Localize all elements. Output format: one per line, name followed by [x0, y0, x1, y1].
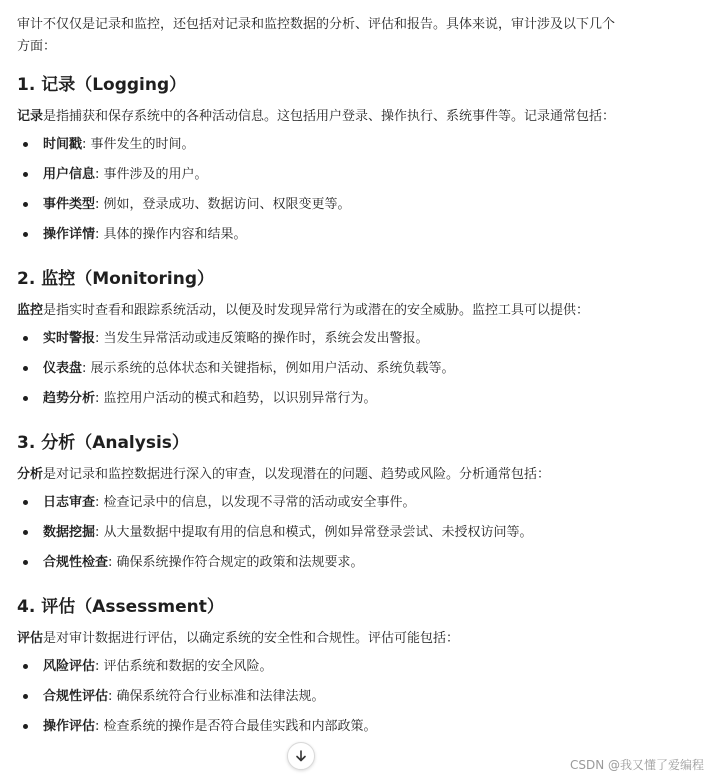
item-desc: : 具体的操作内容和结果。: [95, 227, 247, 242]
list-item: [17, 656, 617, 686]
section-intro: [17, 106, 617, 128]
arrow-down-icon: [294, 749, 308, 763]
scroll-down-button[interactable]: [287, 742, 315, 770]
bullet-icon: [23, 336, 28, 341]
section-intro-text: 是指实时查看和跟踪系统活动，以便及时发现异常行为或潜在的安全威胁。监控工具可以提供：: [43, 303, 590, 318]
bullet-icon: [23, 560, 28, 565]
item-term: 事件类型: [43, 197, 96, 212]
section-intro-text: 是指捕获和保存系统中的各种活动信息。这包括用户登录、操作执行、系统事件等。记录通常包括：: [43, 109, 616, 124]
section-intro-term: 记录: [17, 109, 44, 124]
section-intro: [17, 300, 617, 322]
list-item: [17, 522, 617, 552]
section-heading: 4. 评估（Assessment）: [17, 597, 224, 617]
article-body: [17, 14, 617, 758]
bullet-list: [17, 134, 617, 254]
item-term: 实时警报: [43, 331, 96, 346]
item-desc: : 当发生异常活动或违反策略的操作时，系统会发出警报。: [95, 331, 429, 346]
bullet-icon: [23, 366, 28, 371]
list-item: [17, 388, 617, 418]
list-item: [17, 492, 617, 522]
item-term: 合规性检查: [43, 555, 109, 570]
section-heading: 1. 记录（Logging）: [17, 75, 187, 95]
list-item: [17, 716, 617, 746]
item-term: 仪表盘: [43, 361, 83, 376]
section-logging: [17, 72, 617, 254]
bullet-icon: [23, 172, 28, 177]
item-desc: : 检查系统的操作是否符合最佳实践和内部政策。: [95, 719, 377, 734]
section-intro-text: 是对审计数据进行评估，以确定系统的安全性和合规性。评估可能包括：: [43, 631, 460, 646]
section-heading: 3. 分析（Analysis）: [17, 433, 189, 453]
item-desc: : 例如，登录成功、数据访问、权限变更等。: [95, 197, 351, 212]
item-desc: : 检查记录中的信息，以发现不寻常的活动或安全事件。: [95, 495, 416, 510]
bullet-icon: [23, 500, 28, 505]
section-intro-term: 评估: [17, 631, 44, 646]
bullet-icon: [23, 530, 28, 535]
item-term: 日志审查: [43, 495, 96, 510]
section-intro-text: 是对记录和监控数据进行深入的审查，以发现潜在的问题、趋势或风险。分析通常包括：: [43, 467, 551, 482]
item-desc: : 评估系统和数据的安全风险。: [95, 659, 273, 674]
item-desc: : 展示系统的总体状态和关键指标，例如用户活动、系统负载等。: [82, 361, 455, 376]
list-item: [17, 164, 617, 194]
item-desc: : 事件发生的时间。: [82, 137, 195, 152]
section-heading: 2. 监控（Monitoring）: [17, 269, 215, 289]
item-term: 趋势分析: [43, 391, 96, 406]
bullet-list: [17, 328, 617, 418]
bullet-icon: [23, 694, 28, 699]
section-intro: [17, 628, 617, 650]
bullet-icon: [23, 202, 28, 207]
item-term: 数据挖掘: [43, 525, 96, 540]
bullet-list: [17, 492, 617, 582]
item-term: 操作详情: [43, 227, 96, 242]
item-term: 时间戳: [43, 137, 83, 152]
intro-paragraph: 审计不仅仅是记录和监控，还包括对记录和监控数据的分析、评估和报告。具体来说，审计涉及以下几个方面：: [17, 17, 616, 54]
item-term: 合规性评估: [43, 689, 109, 704]
section-intro-term: 监控: [17, 303, 44, 318]
list-item: [17, 358, 617, 388]
list-item: [17, 552, 617, 582]
list-item: [17, 328, 617, 358]
item-term: 风险评估: [43, 659, 96, 674]
item-term: 操作评估: [43, 719, 96, 734]
bullet-icon: [23, 664, 28, 669]
section-intro: [17, 464, 617, 486]
list-item: [17, 686, 617, 716]
section-monitoring: [17, 266, 617, 418]
bullet-list: [17, 656, 617, 746]
item-desc: : 从大量数据中提取有用的信息和模式，例如异常登录尝试、未授权访问等。: [95, 525, 533, 540]
section-intro-term: 分析: [17, 467, 44, 482]
bullet-icon: [23, 724, 28, 729]
section-assessment: [17, 594, 617, 746]
section-analysis: [17, 430, 617, 582]
watermark: CSDN @我又懂了爱编程: [569, 758, 704, 772]
list-item: [17, 224, 617, 254]
bullet-icon: [23, 232, 28, 237]
item-desc: : 确保系统符合行业标准和法律法规。: [108, 689, 325, 704]
item-term: 用户信息: [43, 167, 96, 182]
list-item: [17, 194, 617, 224]
item-desc: : 监控用户活动的模式和趋势，以识别异常行为。: [95, 391, 377, 406]
item-desc: : 事件涉及的用户。: [95, 167, 208, 182]
bullet-icon: [23, 142, 28, 147]
item-desc: : 确保系统操作符合规定的政策和法规要求。: [108, 555, 364, 570]
bullet-icon: [23, 396, 28, 401]
list-item: [17, 134, 617, 164]
